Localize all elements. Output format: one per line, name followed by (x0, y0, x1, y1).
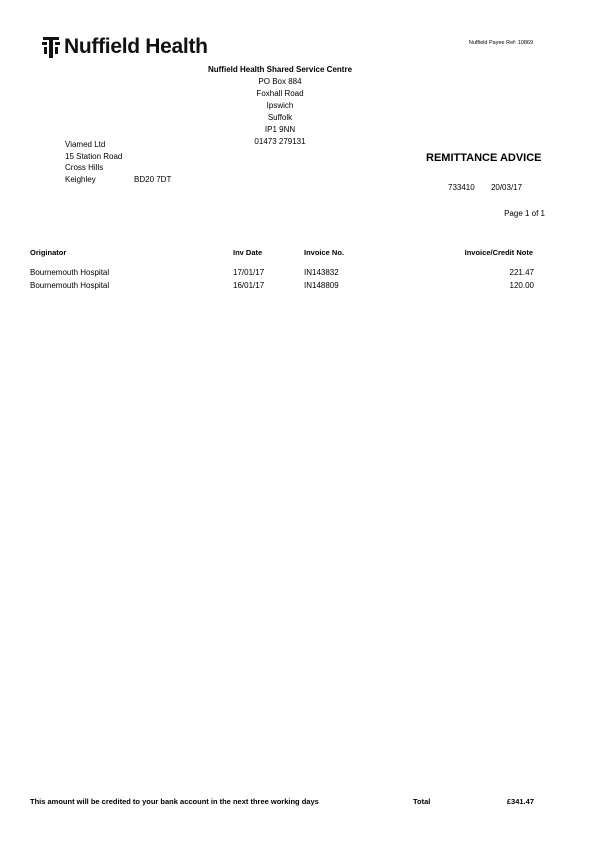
total-value: £341.47 (506, 797, 534, 806)
cell-amount: 221.47 (509, 268, 534, 277)
cell-invoice-no: IN148809 (304, 281, 339, 290)
payee-ref: Nuffield Payee Ref: 10869 (468, 40, 533, 46)
supplier-line: Viamed Ltd (65, 140, 106, 149)
cell-inv-date: 17/01/17 (233, 268, 265, 277)
supplier-line: Keighley (65, 174, 96, 184)
supplier-postcode: BD20 7DT (134, 174, 172, 184)
nuffield-logo (40, 33, 208, 61)
reference-line (448, 183, 522, 192)
supplier-line: Cross Hills (65, 163, 104, 172)
cell-amount: 120.00 (509, 281, 534, 290)
page-indicator: Page 1 of 1 (504, 209, 545, 218)
column-header-invoice-no: Invoice No. (304, 248, 345, 257)
cell-invoice-no: IN143832 (304, 268, 339, 277)
sender-address (208, 64, 352, 148)
column-header-originator: Originator (30, 248, 67, 257)
cell-inv-date: 16/01/17 (233, 281, 265, 290)
sender-line: IP1 9NN (264, 125, 296, 134)
document-title: REMITTANCE ADVICE (426, 152, 542, 164)
sender-line: Suffolk (267, 113, 293, 122)
cell-originator: Bournemouth Hospital (30, 281, 110, 290)
supplier-line: 15 Station Road (65, 151, 123, 161)
sender-name: Nuffield Health Shared Service Centre (207, 65, 353, 74)
document-date: 20/03/17 (490, 183, 523, 192)
reference-number: 733410 (448, 183, 475, 192)
sender-phone: 01473 279131 (254, 137, 306, 146)
sender-line: Ipswich (266, 101, 294, 110)
supplier-address (65, 139, 172, 185)
column-header-inv-date: Inv Date (233, 248, 263, 257)
total-label: Total (413, 797, 431, 806)
sender-line: PO Box 884 (258, 77, 302, 86)
footer-note: This amount will be credited to your bank account in the next three working days (30, 797, 319, 806)
cell-originator: Bournemouth Hospital (30, 268, 110, 277)
column-header-amount: Invoice/Credit Note (464, 248, 533, 257)
nuffield-emblem-icon (40, 34, 62, 60)
sender-line: Foxhall Road (256, 89, 304, 98)
logo-text: Nuffield Health (64, 35, 208, 58)
